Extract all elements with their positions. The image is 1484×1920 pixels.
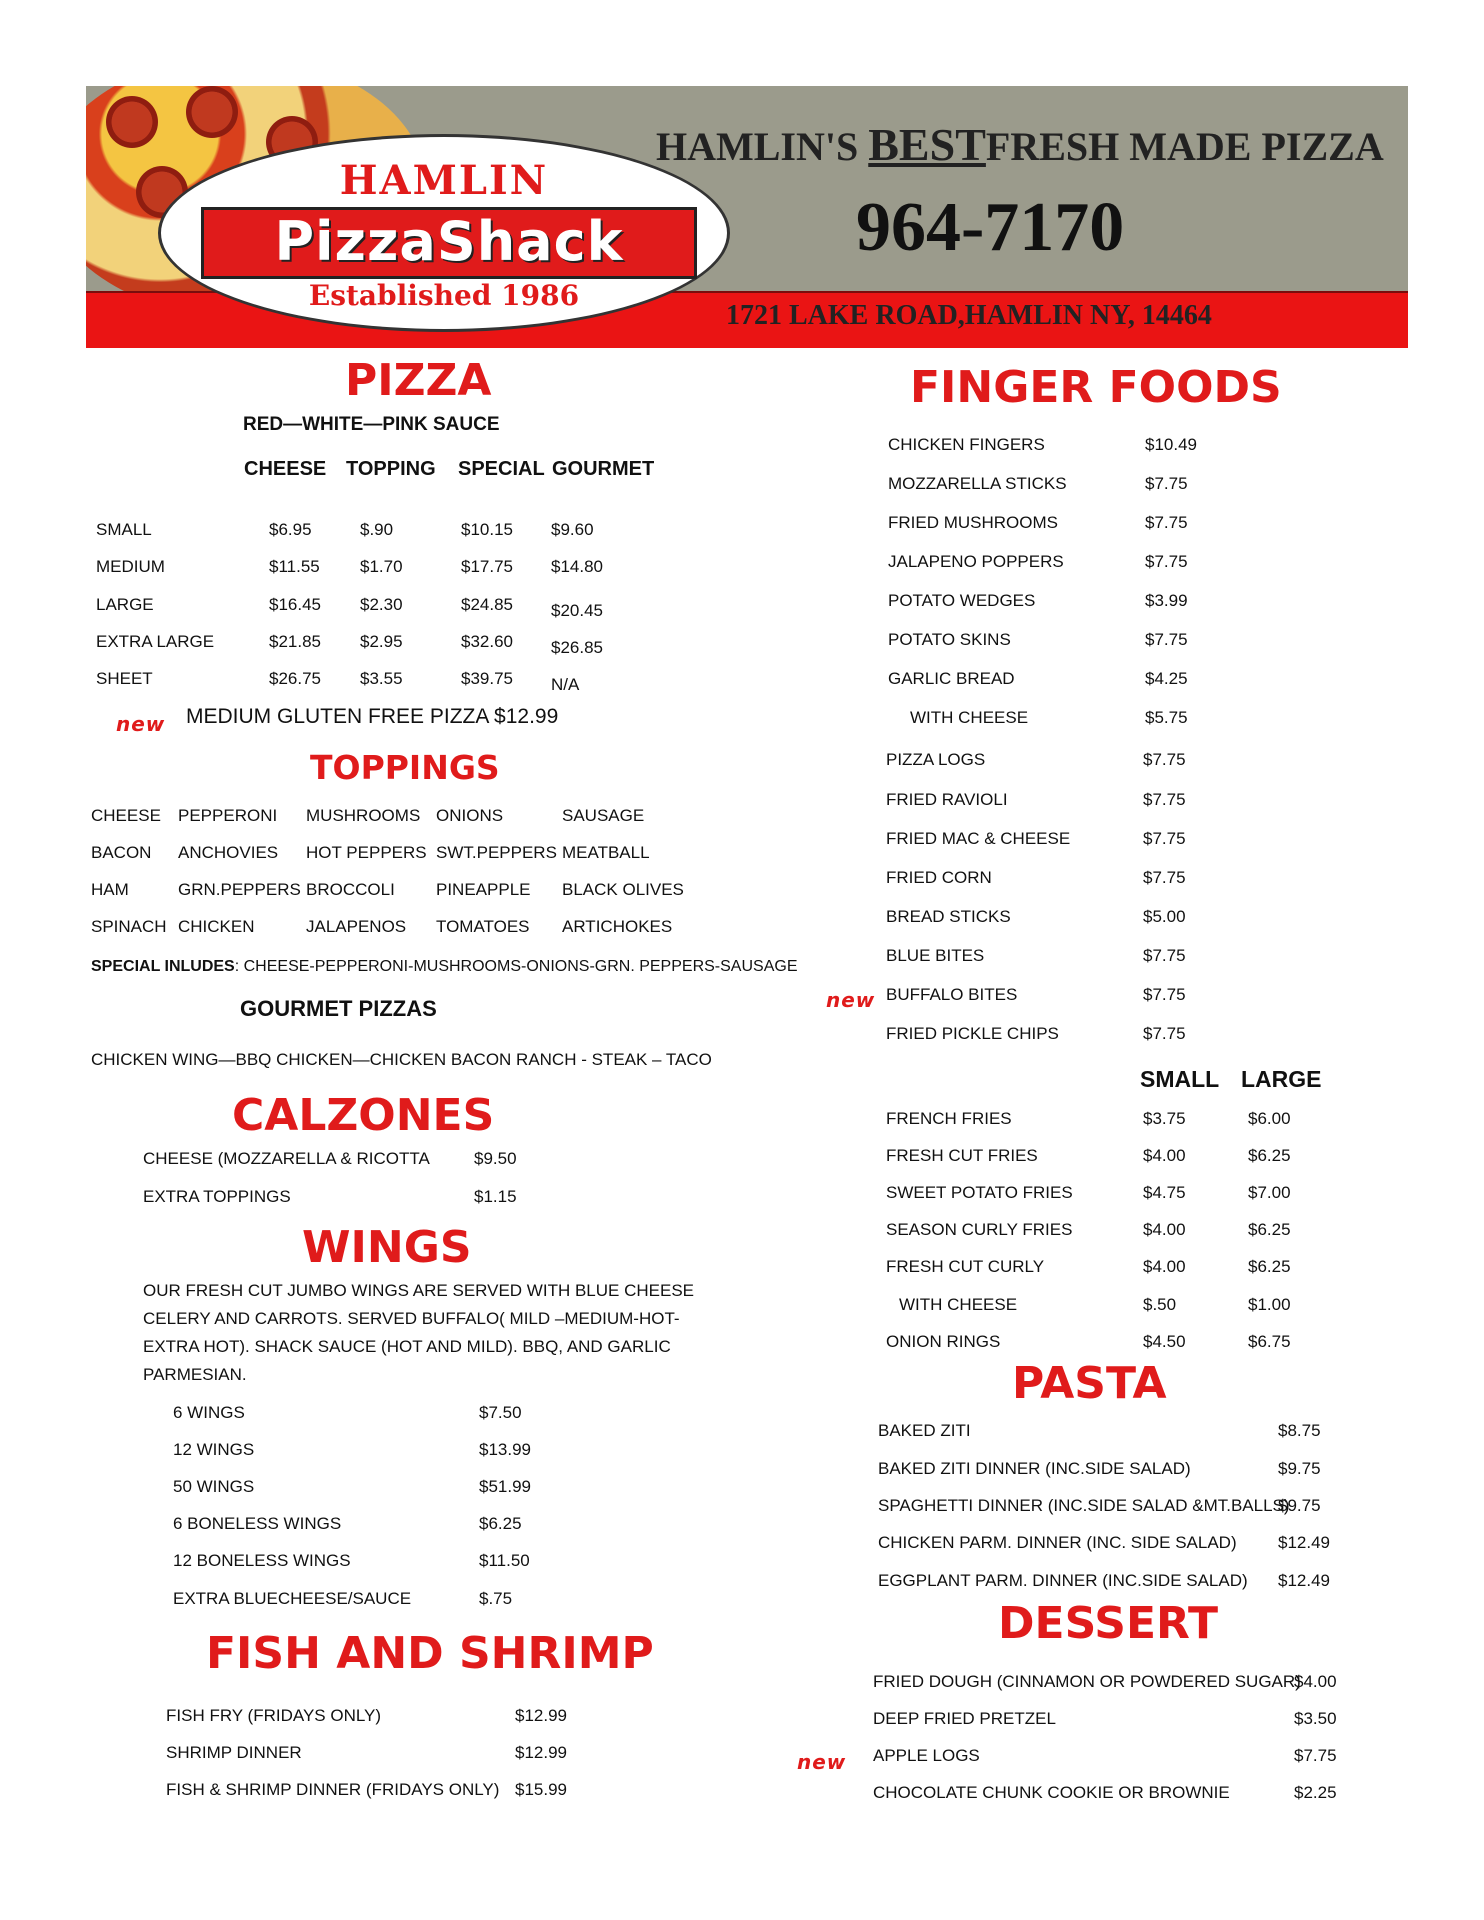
calzone-price: $1.15 [474, 1187, 517, 1206]
topping-item: HAM [91, 880, 129, 899]
special-includes [91, 958, 797, 976]
pizza-price: $2.95 [360, 632, 403, 651]
finger-price: $7.75 [1143, 829, 1186, 848]
pasta-item: BAKED ZITI DINNER (INC.SIDE SALAD) [878, 1459, 1191, 1478]
sauce-options: RED—WHITE—PINK SAUCE [243, 414, 500, 435]
topping-item: TOMATOES [436, 917, 530, 936]
fries-price-small: $4.00 [1143, 1257, 1186, 1276]
pasta-title: PASTA [1012, 1358, 1167, 1409]
pasta-item: SPAGHETTI DINNER (INC.SIDE SALAD &MT.BALLS) [878, 1496, 1290, 1515]
pizza-size: MEDIUM [96, 557, 165, 576]
finger-price: $7.75 [1145, 630, 1188, 649]
pizza-price: $3.55 [360, 669, 403, 688]
dessert-price: $3.50 [1294, 1709, 1337, 1728]
pizza-title: PIZZA [345, 355, 492, 406]
finger-item: FRIED RAVIOLI [886, 790, 1008, 809]
fries-header-large: LARGE [1241, 1066, 1322, 1092]
pizza-header-gourmet: GOURMET [552, 458, 655, 480]
dessert-price: $2.25 [1294, 1783, 1337, 1802]
pasta-price: $12.49 [1278, 1571, 1330, 1590]
pizza-size: LARGE [96, 595, 154, 614]
wings-price: $6.25 [479, 1514, 522, 1533]
fries-price-large: $1.00 [1248, 1295, 1291, 1314]
pasta-price: $12.49 [1278, 1533, 1330, 1552]
finger-item: MOZZARELLA STICKS [888, 474, 1067, 493]
tagline-best: BEST [868, 119, 986, 170]
fish-item: FISH FRY (FRIDAYS ONLY) [166, 1706, 382, 1725]
finger-foods-title: FINGER FOODS [910, 362, 1282, 413]
fries-price-large: $7.00 [1248, 1183, 1291, 1202]
finger-price: $7.75 [1145, 513, 1188, 532]
pizza-price: $39.75 [461, 669, 513, 688]
tagline [656, 118, 1384, 171]
pizza-header-topping: TOPPING [346, 458, 436, 480]
toppings-title: TOPPINGS [310, 748, 500, 787]
wings-description: CELERY AND CARROTS. SERVED BUFFALO( MILD –MEDIUM-HOT- [143, 1309, 680, 1328]
topping-item: MUSHROOMS [306, 806, 421, 825]
fries-price-small: $.50 [1143, 1295, 1177, 1314]
logo [158, 134, 730, 332]
fries-price-small: $4.50 [1143, 1332, 1186, 1351]
finger-price: $5.75 [1145, 708, 1188, 727]
tagline-pre: HAMLIN'S [656, 124, 859, 169]
pizza-size: SMALL [96, 520, 152, 539]
dessert-price: $7.75 [1294, 1746, 1337, 1765]
pizza-price: $1.70 [360, 557, 403, 576]
finger-price: $4.25 [1145, 669, 1188, 688]
special-includes-label: SPECIAL INLUDES [91, 958, 235, 975]
new-badge: new [797, 1750, 847, 1774]
dessert-price: $4.00 [1294, 1672, 1337, 1691]
pizza-price: $17.75 [461, 557, 513, 576]
topping-item: MEATBALL [562, 843, 650, 862]
topping-item: HOT PEPPERS [306, 843, 427, 862]
gourmet-title: GOURMET PIZZAS [240, 996, 437, 1021]
calzone-item: EXTRA TOPPINGS [143, 1187, 291, 1206]
pizza-price: $20.45 [551, 601, 603, 620]
topping-item: GRN.PEPPERS [178, 880, 301, 899]
finger-item: WITH CHEESE [910, 708, 1029, 727]
dessert-item: APPLE LOGS [873, 1746, 980, 1765]
header-banner [86, 86, 1408, 348]
pizza-price: $6.95 [269, 520, 312, 539]
fries-price-small: $4.00 [1143, 1220, 1186, 1239]
logo-established: Established 1986 [308, 279, 580, 312]
dessert-title: DESSERT [998, 1598, 1218, 1649]
finger-item: FRIED MUSHROOMS [888, 513, 1058, 532]
pasta-item: EGGPLANT PARM. DINNER (INC.SIDE SALAD) [878, 1571, 1248, 1590]
wings-item: 6 BONELESS WINGS [173, 1514, 342, 1533]
wings-item: 6 WINGS [173, 1403, 245, 1422]
finger-price: $7.75 [1145, 474, 1188, 493]
fish-price: $12.99 [515, 1743, 567, 1762]
fries-price-large: $6.25 [1248, 1146, 1291, 1165]
address: 1721 LAKE ROAD,HAMLIN NY, 14464 [726, 300, 1212, 331]
pizza-header-cheese: CHEESE [244, 458, 327, 480]
pizza-price: $26.75 [269, 669, 321, 688]
pasta-price: $8.75 [1278, 1421, 1321, 1440]
gourmet-list: CHICKEN WING—BBQ CHICKEN—CHICKEN BACON RANCH - STEAK – TACO [91, 1050, 712, 1069]
fries-item: FRESH CUT FRIES [886, 1146, 1038, 1165]
finger-item: BUFFALO BITES [886, 985, 1018, 1004]
calzone-item: CHEESE (MOZZARELLA & RICOTTA [143, 1149, 430, 1168]
finger-item: JALAPENO POPPERS [888, 552, 1064, 571]
fries-price-small: $3.75 [1143, 1109, 1186, 1128]
fries-price-large: $6.75 [1248, 1332, 1291, 1351]
pizza-price: $24.85 [461, 595, 513, 614]
finger-price: $7.75 [1143, 985, 1186, 1004]
pasta-price: $9.75 [1278, 1496, 1321, 1515]
fish-price: $15.99 [515, 1780, 567, 1799]
calzone-price: $9.50 [474, 1149, 517, 1168]
pizza-price: N/A [551, 675, 580, 694]
finger-price: $10.49 [1145, 435, 1197, 454]
finger-item: BLUE BITES [886, 946, 985, 965]
pizza-price: $10.15 [461, 520, 513, 539]
wings-item: 12 WINGS [173, 1440, 255, 1459]
wings-price: $51.99 [479, 1477, 531, 1496]
topping-item: SWT.PEPPERS [436, 843, 557, 862]
topping-item: SAUSAGE [562, 806, 645, 825]
topping-item: ONIONS [436, 806, 504, 825]
wings-description: OUR FRESH CUT JUMBO WINGS ARE SERVED WITH BLUE CHEESE [143, 1281, 695, 1300]
phone-number: 964-7170 [856, 189, 1125, 266]
pizza-header-special: SPECIAL [458, 458, 545, 480]
pizza-size: EXTRA LARGE [96, 632, 215, 651]
wings-item: 12 BONELESS WINGS [173, 1551, 351, 1570]
fries-item: ONION RINGS [886, 1332, 1001, 1351]
dessert-item: CHOCOLATE CHUNK COOKIE OR BROWNIE [873, 1783, 1230, 1802]
finger-price: $7.75 [1143, 750, 1186, 769]
finger-item: GARLIC BREAD [888, 669, 1015, 688]
fries-price-large: $6.25 [1248, 1257, 1291, 1276]
finger-price: $7.75 [1143, 868, 1186, 887]
fries-price-small: $4.00 [1143, 1146, 1186, 1165]
wings-title: WINGS [302, 1222, 472, 1273]
pizza-price: $32.60 [461, 632, 513, 651]
finger-item: POTATO WEDGES [888, 591, 1036, 610]
topping-item: ARTICHOKES [562, 917, 673, 936]
finger-price: $7.75 [1145, 552, 1188, 571]
wings-price: $.75 [479, 1589, 513, 1608]
dessert-item: FRIED DOUGH (CINNAMON OR POWDERED SUGAR) [873, 1672, 1301, 1691]
topping-item: PINEAPPLE [436, 880, 531, 899]
pizza-size: SHEET [96, 669, 153, 688]
topping-item: BROCCOLI [306, 880, 395, 899]
pasta-item: CHICKEN PARM. DINNER (INC. SIDE SALAD) [878, 1533, 1237, 1552]
wings-item: EXTRA BLUECHEESE/SAUCE [173, 1589, 412, 1608]
pizza-price: $11.55 [269, 557, 320, 576]
pasta-price: $9.75 [1278, 1459, 1321, 1478]
finger-price: $7.75 [1143, 790, 1186, 809]
finger-item: PIZZA LOGS [886, 750, 986, 769]
new-badge: new [116, 712, 166, 736]
finger-item: FRIED PICKLE CHIPS [886, 1024, 1059, 1043]
fries-price-large: $6.00 [1248, 1109, 1291, 1128]
fries-item: WITH CHEESE [899, 1295, 1018, 1314]
fish-price: $12.99 [515, 1706, 567, 1725]
finger-item: POTATO SKINS [888, 630, 1011, 649]
fries-item: SWEET POTATO FRIES [886, 1183, 1073, 1202]
fish-shrimp-title: FISH AND SHRIMP [206, 1628, 654, 1679]
fish-item: SHRIMP DINNER [166, 1743, 302, 1762]
pasta-item: BAKED ZITI [878, 1421, 971, 1440]
topping-item: SPINACH [91, 917, 167, 936]
finger-item: CHICKEN FINGERS [888, 435, 1045, 454]
topping-item: PEPPERONI [178, 806, 278, 825]
wings-item: 50 WINGS [173, 1477, 255, 1496]
pizza-price: $14.80 [551, 557, 603, 576]
finger-item: BREAD STICKS [886, 907, 1011, 926]
finger-price: $7.75 [1143, 1024, 1186, 1043]
tagline-post: FRESH MADE PIZZA [985, 124, 1384, 169]
fish-item: FISH & SHRIMP DINNER (FRIDAYS ONLY) [166, 1780, 500, 1799]
logo-hamlin: HAMLIN [339, 157, 549, 204]
fries-header-small: SMALL [1140, 1066, 1220, 1092]
special-includes-text: : CHEESE-PEPPERONI-MUSHROOMS-ONIONS-GRN. PEPPERS-SAUSAGE [234, 958, 798, 975]
fries-item: FRENCH FRIES [886, 1109, 1012, 1128]
pizza-price: $9.60 [551, 520, 594, 539]
finger-price: $5.00 [1143, 907, 1186, 926]
finger-item: FRIED CORN [886, 868, 992, 887]
new-badge: new [826, 988, 876, 1012]
pizza-price: $2.30 [360, 595, 403, 614]
finger-price: $7.75 [1143, 946, 1186, 965]
fries-price-small: $4.75 [1143, 1183, 1186, 1202]
pizza-price: $26.85 [551, 638, 603, 657]
calzones-title: CALZONES [232, 1090, 495, 1141]
wings-price: $11.50 [479, 1551, 530, 1570]
topping-item: ANCHOVIES [178, 843, 279, 862]
fries-item: FRESH CUT CURLY [886, 1257, 1045, 1276]
wings-description: EXTRA HOT). SHACK SAUCE (HOT AND MILD). BBQ, AND GARLIC [143, 1337, 671, 1356]
pizza-price: $16.45 [269, 595, 321, 614]
topping-item: CHEESE [91, 806, 161, 825]
pizza-price: $21.85 [269, 632, 321, 651]
fries-item: SEASON CURLY FRIES [886, 1220, 1073, 1239]
topping-item: CHICKEN [178, 917, 255, 936]
wings-price: $7.50 [479, 1403, 522, 1422]
fries-price-large: $6.25 [1248, 1220, 1291, 1239]
topping-item: BLACK OLIVES [562, 880, 684, 899]
finger-price: $3.99 [1145, 591, 1188, 610]
gluten-free-item: MEDIUM GLUTEN FREE PIZZA $12.99 [186, 705, 559, 728]
topping-item: BACON [91, 843, 152, 862]
dessert-item: DEEP FRIED PRETZEL [873, 1709, 1056, 1728]
finger-item: FRIED MAC & CHEESE [886, 829, 1071, 848]
topping-item: JALAPENOS [306, 917, 407, 936]
wings-description: PARMESIAN. [143, 1365, 247, 1384]
logo-name: PizzaShack [201, 207, 697, 279]
pizza-price: $.90 [360, 520, 394, 539]
wings-price: $13.99 [479, 1440, 531, 1459]
